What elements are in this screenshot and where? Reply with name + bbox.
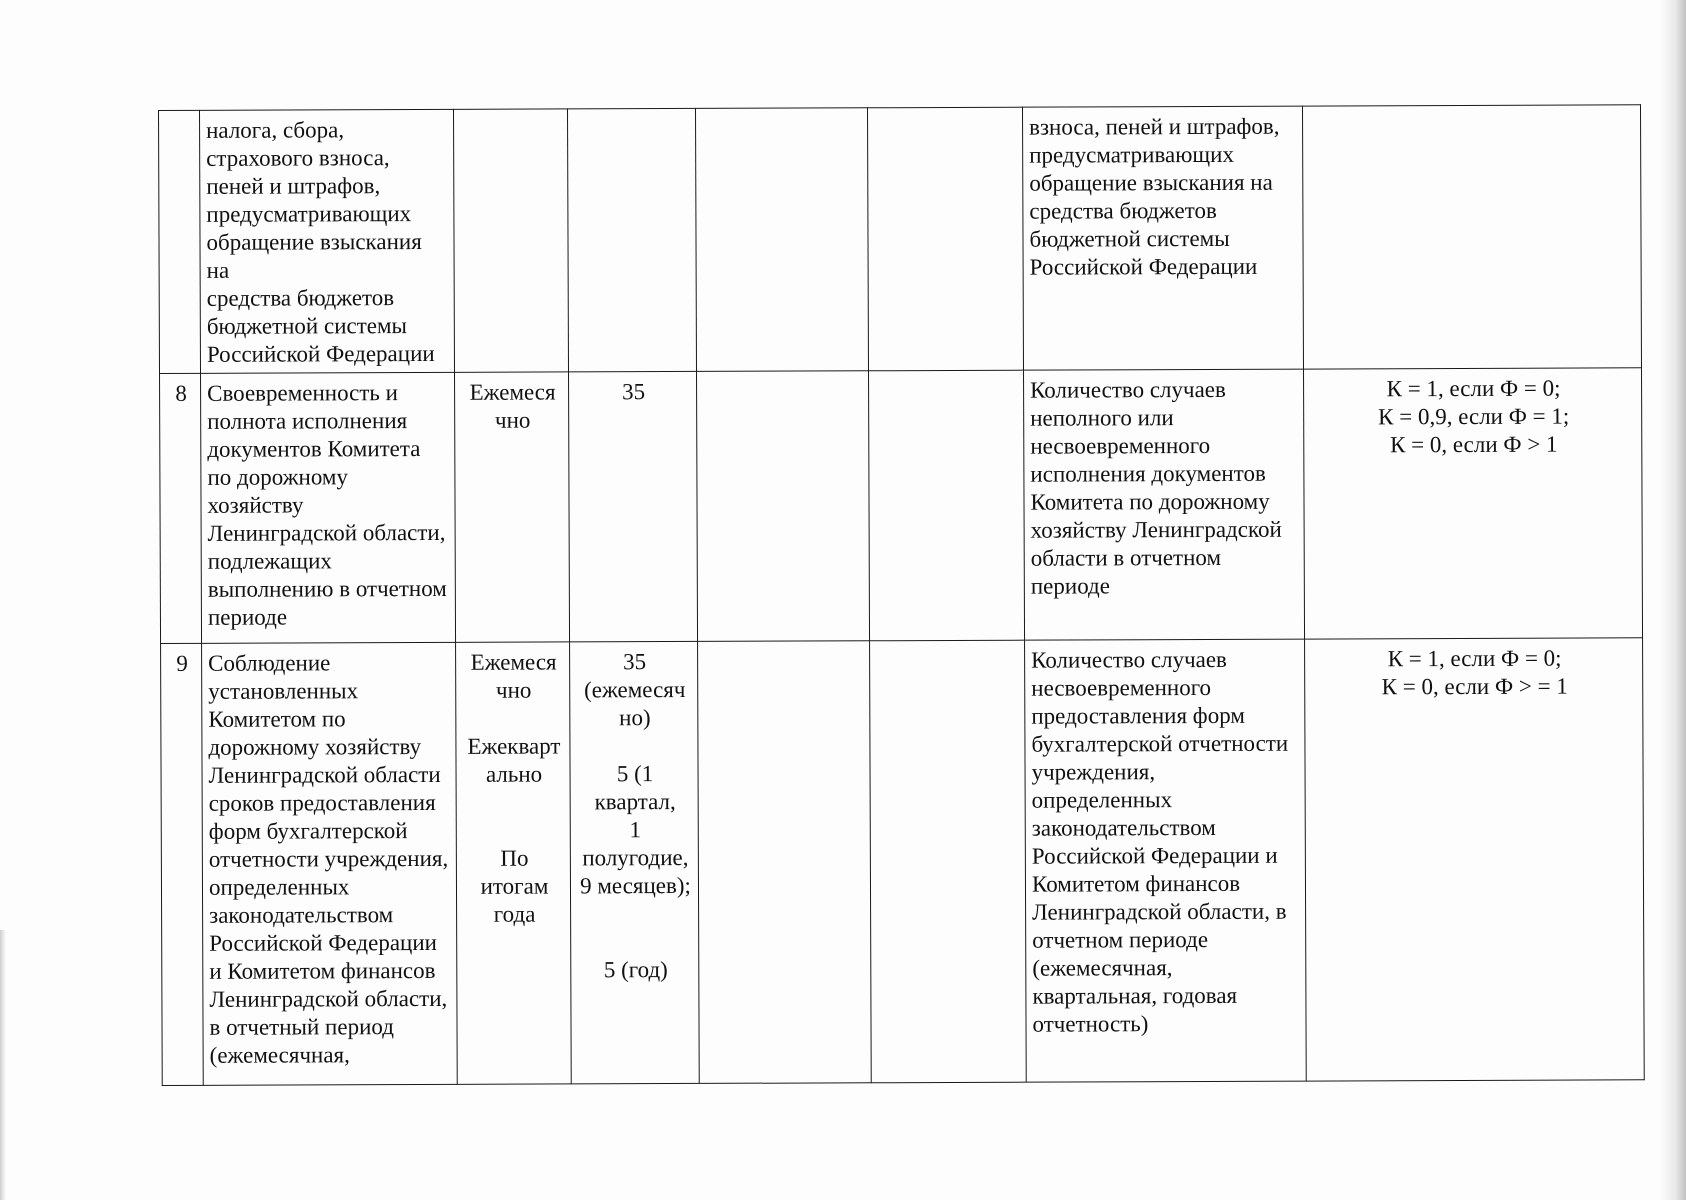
cell-line: (ежемесячная, — [1032, 955, 1173, 981]
cell-line: года — [493, 901, 536, 927]
cell-line: итогам — [480, 873, 549, 899]
scan-shadow-right — [1660, 0, 1686, 1200]
weight-cell — [570, 641, 700, 1083]
cell-line: дорожному хозяйству — [208, 733, 422, 760]
cell-line: области в отчетном — [1030, 544, 1222, 571]
description-cell — [1022, 106, 1303, 370]
cell-line: (ежемесячная, — [209, 1042, 350, 1068]
indicators-table — [158, 104, 1645, 1086]
cell-line: подлежащих — [207, 548, 332, 574]
cell-line: исполнения документов — [1030, 460, 1266, 487]
cell-line: документов Комитета — [207, 435, 421, 462]
line-gap — [577, 928, 694, 956]
cell-line: К = 0, если Ф > 1 — [1389, 431, 1558, 458]
weight-cell — [567, 108, 696, 371]
cell-line: (ежемесяч — [583, 676, 686, 703]
cell-line: По — [500, 845, 529, 871]
cell-line: ально — [485, 761, 543, 787]
description-cell — [1024, 369, 1305, 640]
cell-line: чно — [495, 677, 532, 703]
cell-line: средства бюджетов — [206, 285, 395, 311]
cell-line: Ежемеся — [469, 379, 556, 405]
cell-line: пеней и штрафов, — [206, 173, 381, 199]
cell-line: законодательством — [209, 902, 394, 928]
cell-line: Российской Федерации — [209, 929, 437, 956]
cell-line: отчетном периоде — [1032, 926, 1209, 953]
empty-cell — [867, 107, 1023, 371]
indicator-cell — [200, 109, 455, 373]
indicator-cell — [202, 642, 458, 1085]
periodicity-cell — [455, 372, 570, 642]
row-number: 8 — [175, 380, 187, 406]
empty-cell — [869, 370, 1025, 641]
cell-line: взноса, пеней и штрафов, — [1029, 113, 1280, 140]
cell-line: форм бухгалтерской — [208, 818, 408, 844]
cell-line: 35 — [623, 649, 647, 675]
scan-shadow-left — [0, 930, 6, 1200]
cell-line: по дорожному — [207, 464, 348, 490]
cell-line: учреждения, — [1031, 759, 1156, 785]
cell-line: Ежекварт — [467, 733, 561, 759]
cell-line: К = 0,9, если Ф = 1; — [1378, 403, 1570, 430]
cell-line: 35 — [622, 379, 646, 405]
cell-line: и Комитетом финансов — [209, 957, 436, 984]
cell-line: отчетности учреждения, — [208, 845, 449, 872]
cell-line: 5 (1 — [616, 761, 654, 787]
line-gap — [463, 788, 566, 816]
periodicity-cell — [456, 642, 572, 1084]
cell-line: хозяйству — [207, 492, 304, 518]
periodicity-cell — [453, 109, 568, 372]
cell-line: законодательством — [1031, 814, 1216, 841]
cell-line: Количество случаев — [1030, 376, 1226, 403]
empty-cell — [695, 108, 868, 372]
cell-line: предусматривающих — [1029, 141, 1234, 168]
cell-line: периоде — [1030, 573, 1110, 599]
cell-line: обращение взыскания на — [1029, 169, 1273, 196]
cell-line: чно — [494, 407, 531, 433]
cell-line: 9 месяцев); — [580, 872, 691, 899]
empty-cell — [697, 371, 870, 642]
cell-line: Ежемеся — [470, 649, 557, 675]
cell-line: отчетность) — [1032, 1011, 1149, 1037]
cell-line: бухгалтерской отчетности — [1031, 730, 1289, 757]
empty-cell — [698, 641, 872, 1084]
cell-line: Российской Федерации — [1029, 253, 1258, 280]
cell-line: определенных — [1031, 787, 1173, 813]
cell-line: Ленинградской области, — [209, 985, 448, 1012]
description-cell — [1025, 639, 1307, 1082]
table-row — [161, 638, 1645, 1086]
cell-line: Своевременность и — [207, 380, 399, 406]
cell-line: несвоевременного — [1030, 432, 1211, 459]
table-row — [160, 368, 1643, 644]
cell-line: 1 — [629, 817, 642, 843]
cell-line: средства бюджетов — [1029, 197, 1217, 224]
formula-cell — [1302, 105, 1641, 369]
cell-line: установленных — [208, 678, 359, 704]
line-gap — [462, 704, 565, 732]
weight-cell — [569, 371, 698, 641]
table-row — [159, 105, 1642, 374]
cell-line: Российской Федерации — [206, 340, 435, 367]
row-number-cell — [160, 373, 202, 643]
cell-line: несвоевременного — [1031, 674, 1212, 701]
line-gap — [576, 732, 693, 760]
cell-line: бюджетной системы — [206, 313, 408, 339]
cell-line: К = 1, если Ф = 0; — [1386, 375, 1561, 402]
cell-line: Ленинградской области, в — [1032, 898, 1287, 925]
cell-line: полугодие, — [582, 844, 689, 871]
cell-line: но) — [619, 705, 651, 731]
cell-line: Ленинградской области, — [207, 519, 446, 546]
cell-line: 5 (год) — [603, 957, 668, 983]
cell-line: Соблюдение — [208, 650, 331, 676]
cell-line: квартальная, годовая — [1032, 982, 1238, 1009]
cell-line: периоде — [207, 604, 288, 630]
cell-line: Комитетом по — [208, 706, 346, 732]
cell-line: сроков предоставления — [208, 789, 436, 816]
cell-line: обращение взыскания на — [206, 228, 422, 283]
formula-cell — [1304, 368, 1643, 639]
cell-line: К = 1, если Ф = 0; — [1387, 645, 1562, 672]
formula-cell — [1305, 638, 1645, 1081]
cell-line: определенных — [208, 874, 350, 900]
cell-line: квартал, — [594, 789, 676, 815]
cell-line: в отчетный период — [209, 1014, 394, 1040]
cell-line: выполнению в отчетном — [207, 575, 447, 602]
cell-line: предусматривающих — [206, 201, 412, 227]
row-number: 9 — [176, 650, 188, 676]
indicator-cell — [201, 372, 456, 643]
cell-line: Российской Федерации и — [1031, 842, 1278, 869]
cell-line: бюджетной системы — [1029, 225, 1230, 252]
cell-line: налога, сбора, — [206, 117, 345, 143]
cell-line: Ленинградской области — [208, 761, 441, 788]
cell-line: полнота исполнения — [207, 408, 408, 434]
cell-line: К = 0, если Ф > = 1 — [1381, 673, 1568, 700]
cell-line: страхового взноса, — [206, 145, 390, 171]
cell-line: неполного или — [1030, 405, 1174, 431]
cell-line: Комитетом финансов — [1031, 870, 1241, 897]
cell-line: предоставления форм — [1031, 702, 1245, 729]
row-number-cell — [159, 110, 201, 373]
empty-cell — [870, 640, 1027, 1083]
cell-line: хозяйству Ленинградской — [1030, 516, 1282, 543]
cell-line: Комитета по дорожному — [1030, 488, 1270, 515]
cell-line: Количество случаев — [1031, 646, 1227, 673]
line-gap — [577, 900, 694, 928]
row-number-cell — [161, 643, 204, 1085]
line-gap — [463, 816, 566, 844]
